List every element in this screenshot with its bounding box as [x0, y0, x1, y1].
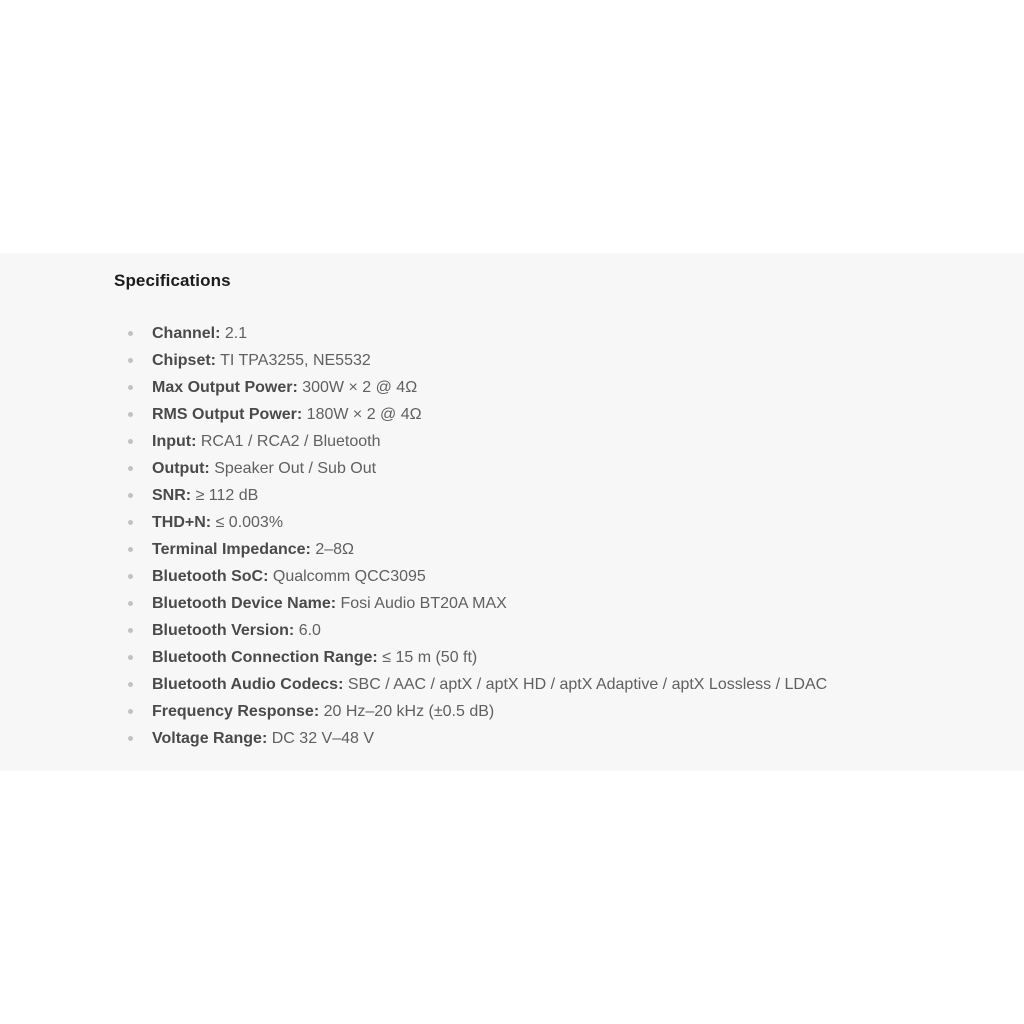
spec-label: Frequency Response:	[152, 703, 320, 720]
spec-item-bluetooth-soc	[0, 563, 827, 590]
bullet-icon	[128, 574, 133, 579]
spec-value: 20 Hz–20 kHz (±0.5 dB)	[323, 703, 495, 720]
spec-value: ≤ 0.003%	[215, 514, 284, 531]
spec-value: Qualcomm QCC3095	[272, 568, 426, 585]
spec-value: 2–8Ω	[315, 541, 354, 558]
spec-item-voltage-range	[0, 725, 827, 752]
bullet-icon	[128, 493, 133, 498]
specifications-list	[0, 320, 827, 752]
bullet-icon	[128, 547, 133, 552]
bullet-icon	[128, 682, 133, 687]
spec-item-bluetooth-connection-range	[0, 644, 827, 671]
spec-item-thd-n	[0, 509, 827, 536]
bullet-icon	[128, 331, 133, 336]
bullet-icon	[128, 358, 133, 363]
spec-value: ≥ 112 dB	[195, 487, 259, 504]
spec-value: Fosi Audio BT20A MAX	[340, 595, 507, 612]
spec-value: 300W × 2 @ 4Ω	[302, 379, 418, 396]
spec-value: SBC / AAC / aptX / aptX HD / aptX Adaptive / aptX Lossless / LDAC	[347, 676, 828, 693]
spec-label: Bluetooth Audio Codecs:	[152, 676, 344, 693]
spec-label: Voltage Range:	[152, 730, 268, 747]
bullet-icon	[128, 628, 133, 633]
spec-label: THD+N:	[152, 514, 212, 531]
spec-item-max-output-power	[0, 374, 827, 401]
spec-value: TI TPA3255, NE5532	[220, 352, 371, 369]
spec-item-channel	[0, 320, 827, 347]
spec-value: 180W × 2 @ 4Ω	[306, 406, 422, 423]
spec-label: Max Output Power:	[152, 379, 298, 396]
spec-item-rms-output-power	[0, 401, 827, 428]
bullet-icon	[128, 385, 133, 390]
bullet-icon	[128, 412, 133, 417]
bullet-icon	[128, 466, 133, 471]
spec-item-output	[0, 455, 827, 482]
spec-value: 6.0	[298, 622, 321, 639]
spec-item-input	[0, 428, 827, 455]
section-title: Specifications	[114, 271, 231, 290]
spec-item-snr	[0, 482, 827, 509]
spec-label: RMS Output Power:	[152, 406, 303, 423]
spec-label: Terminal Impedance:	[152, 541, 311, 558]
spec-value: RCA1 / RCA2 / Bluetooth	[200, 433, 381, 450]
spec-label: Bluetooth Connection Range:	[152, 649, 378, 666]
spec-item-chipset	[0, 347, 827, 374]
spec-value: ≤ 15 m (50 ft)	[382, 649, 478, 666]
spec-label: Chipset:	[152, 352, 216, 369]
spec-item-frequency-response	[0, 698, 827, 725]
spec-value: 2.1	[224, 325, 248, 342]
spec-value: DC 32 V–48 V	[271, 730, 375, 747]
bullet-icon	[128, 655, 133, 660]
bullet-icon	[128, 601, 133, 606]
spec-label: SNR:	[152, 487, 192, 504]
spec-label: Input:	[152, 433, 197, 450]
spec-item-bluetooth-version	[0, 617, 827, 644]
bullet-icon	[128, 709, 133, 714]
spec-label: Output:	[152, 460, 210, 477]
bullet-icon	[128, 736, 133, 741]
spec-item-terminal-impedance	[0, 536, 827, 563]
bullet-icon	[128, 439, 133, 444]
bullet-icon	[128, 520, 133, 525]
spec-label: Bluetooth SoC:	[152, 568, 269, 585]
spec-item-bluetooth-device-name	[0, 590, 827, 617]
spec-value: Speaker Out / Sub Out	[214, 460, 377, 477]
spec-label: Bluetooth Version:	[152, 622, 295, 639]
spec-label: Channel:	[152, 325, 221, 342]
spec-label: Bluetooth Device Name:	[152, 595, 337, 612]
spec-item-bluetooth-audio-codecs	[0, 671, 827, 698]
